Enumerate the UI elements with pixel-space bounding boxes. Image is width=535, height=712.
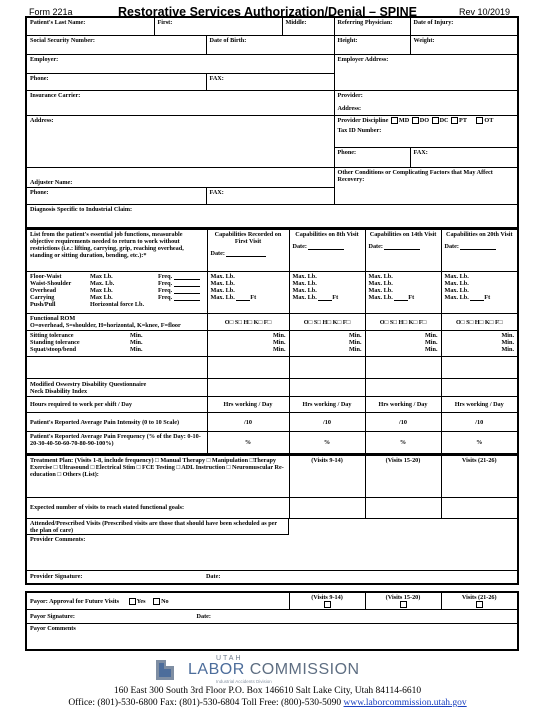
rom-options-14[interactable]: O□ S□ H□ K□ F□: [365, 314, 441, 331]
blank-cell[interactable]: [365, 357, 441, 379]
attended-visits-label: Attended/Prescribed Visits (Prescribed visits are those that should have been scheduled as per the plan of care): [27, 519, 289, 535]
visit-14-lift-cell[interactable]: [365, 272, 441, 314]
hours-20[interactable]: Hrs working / Day: [441, 397, 518, 413]
provider-fax-field[interactable]: FAX:: [410, 147, 518, 167]
max-lb-label: Max. Lb.: [292, 273, 317, 280]
payor-signature-field[interactable]: [26, 610, 518, 624]
capabilities-8-title: Capabilities on 8th Visit: [295, 231, 359, 238]
freq-label[interactable]: Freq.: [158, 273, 200, 280]
functional-rom: [26, 314, 207, 331]
lift-requirements: [26, 272, 207, 314]
other-conditions-field[interactable]: Other Conditions or Complicating Factors that May Affect Recovery:: [334, 167, 518, 204]
height-field[interactable]: Height:: [334, 35, 410, 54]
treatment-visits-15-20[interactable]: (Visits 15-20): [365, 455, 441, 497]
treatment-grid: [25, 455, 519, 586]
tax-id-label: Tax ID Number:: [337, 126, 382, 134]
rom-options-first[interactable]: O□ S□ H□ K□ F□: [207, 314, 289, 331]
oswestry-label: [26, 379, 207, 397]
provider-discipline-label: Provider Discipline: [337, 116, 389, 124]
expected-visits-15-20[interactable]: [365, 497, 441, 518]
payor-visits-9-14-label: (Visits 9-14): [311, 594, 343, 601]
treatment-plan-field[interactable]: Treatment Plan: (Visits 1-8, include frequency) □ Manual Therapy □ Manipulation □Therapy Exercise □ Ultrasound □ Electrical Stim □ FCE Testing □ ADL Instruction □ Neuromuscular Re-education □ Others (List):: [26, 455, 289, 497]
logo-state: UTAH: [216, 655, 243, 662]
job-functions-instructions: List from the patient's essential job functions, measurable objective requirements needed to return to work without restrictions (i.e.: lifting, carrying, grip, reaching overhead, standing or sitting duration, bending, etc.):*: [26, 230, 207, 272]
rom-key: O=overhead, S=shoulder, H=horizontal, K=knee, F=floor: [30, 322, 181, 329]
lift-row-label: Overhead: [30, 287, 57, 294]
min-label: Min.: [130, 332, 143, 339]
treatment-visits-9-14[interactable]: (Visits 9-14): [289, 455, 365, 497]
pain-intensity-20[interactable]: /10: [441, 413, 518, 432]
payor-grid: [25, 591, 519, 651]
pain-frequency-20[interactable]: %: [441, 432, 518, 454]
footer-contact: [0, 698, 535, 708]
payor-visits-21-26[interactable]: [441, 592, 518, 610]
footer-phone-numbers: Office: (801)-530-6800 Fax: (801)-530-6804 Toll Free: (800)-530-5090: [68, 698, 344, 708]
blank-cell[interactable]: [207, 357, 289, 379]
lift-max-label: Max Lb.: [90, 294, 113, 301]
md-checkbox[interactable]: [391, 117, 398, 124]
payor-approval-label: Payor: Approval for Future Visits: [30, 597, 120, 605]
min-label: Min.: [130, 346, 143, 353]
provider-signature-label: Provider Signature:: [30, 573, 83, 581]
blank-cell[interactable]: [441, 357, 518, 379]
authorization-form: [25, 16, 517, 651]
middle-name-field[interactable]: Middle:: [282, 17, 334, 35]
form-number: Form 221a: [29, 7, 73, 17]
tolerance-14[interactable]: Min. Min. Min.: [365, 331, 441, 357]
pain-frequency-first[interactable]: %: [207, 432, 289, 454]
capabilities-20-header: [441, 230, 518, 272]
freq-label[interactable]: Freq.: [158, 287, 200, 294]
max-lb-label: Max. Lb.: [444, 287, 469, 294]
max-lb-label: Max. Lb.: [210, 273, 235, 280]
patient-last-name-field[interactable]: Patient's Last Name:: [26, 17, 154, 35]
logo-name: [188, 661, 360, 679]
max-lb-label: Max. Lb.: [210, 287, 235, 294]
provider-label: Provider:: [337, 91, 363, 99]
payor-approval-field[interactable]: [26, 592, 289, 610]
employer-phone-field[interactable]: Phone:: [26, 73, 206, 90]
tolerance-requirements: [26, 331, 207, 357]
form-grid: [25, 16, 519, 229]
tolerance-label: Standing tolerance: [30, 339, 80, 346]
neck-index-title: Neck Disability Index: [30, 388, 88, 395]
hours-first[interactable]: Hrs working / Day: [207, 397, 289, 413]
payor-signature-label: Payor Signature:: [30, 613, 75, 621]
payor-visits-9-14-checkbox[interactable]: [324, 601, 331, 608]
visit-8-date[interactable]: [293, 243, 362, 250]
capabilities-14-title: Capabilities on 14th Visit: [369, 231, 437, 238]
adjuster-phone-field[interactable]: Phone:: [26, 187, 206, 204]
lift-max-label: Max. Lb.: [90, 280, 115, 287]
date-label: Date:: [368, 243, 383, 250]
dob-field[interactable]: Date of Birth:: [206, 35, 334, 54]
rom-options-20[interactable]: O□ S□ H□ K□ F□: [441, 314, 518, 331]
freq-label[interactable]: Freq.: [158, 294, 200, 301]
capabilities-first-title: Capabilities Recorded on First Visit: [214, 231, 282, 245]
first-name-field[interactable]: [154, 17, 282, 35]
visit-20-date[interactable]: [445, 243, 515, 250]
max-lb-ft: Max. Lb. Ft: [292, 294, 339, 301]
dc-checkbox[interactable]: [432, 117, 439, 124]
employer-field[interactable]: Employer:: [26, 54, 334, 73]
ot-checkbox[interactable]: [476, 117, 483, 124]
oswestry-20[interactable]: [441, 379, 518, 397]
labor-commission-logo: [150, 655, 390, 685]
first-visit-lift-cell[interactable]: [207, 272, 289, 314]
oswestry-14[interactable]: [365, 379, 441, 397]
md-label: MD: [398, 116, 410, 124]
form-title: Restorative Services Authorization/Denial – SPINE: [118, 5, 417, 19]
pt-checkbox[interactable]: [451, 117, 458, 124]
capabilities-20-title: Capabilities on 20th Visit: [445, 231, 513, 238]
visit-20-lift-cell[interactable]: [441, 272, 518, 314]
lift-max-label: Max Lb.: [90, 273, 113, 280]
oswestry-title: Modified Oswestry Disability Questionnaire: [30, 381, 147, 388]
hours-required-label: Hours required to work per shift / Day: [26, 397, 207, 413]
hours-8[interactable]: Hrs working / Day: [289, 397, 365, 413]
pain-frequency-label: Patient's Reported Average Pain Frequency (% of the Day: 0-10-20-30-40-50-60-70-80-90-100%): [26, 432, 207, 454]
max-lb-label: Max. Lb.: [444, 273, 469, 280]
payor-yes-checkbox[interactable]: [129, 598, 136, 605]
visit-8-lift-cell[interactable]: [289, 272, 365, 314]
pain-frequency-8[interactable]: %: [289, 432, 365, 454]
payor-visits-15-20[interactable]: [365, 592, 441, 610]
provider-signature-date-label: Date:: [205, 573, 221, 581]
insurance-address-field[interactable]: Address:: [26, 115, 334, 167]
provider-discipline-field[interactable]: [334, 115, 518, 147]
max-lb-label: Max. Lb.: [292, 287, 317, 294]
do-checkbox[interactable]: [412, 117, 419, 124]
provider-address-label: Address:: [337, 104, 362, 112]
pain-intensity-first[interactable]: /10: [207, 413, 289, 432]
lift-row-label: Waist-Shoulder: [30, 280, 72, 287]
max-lb-label: Max. Lb.: [292, 280, 317, 287]
visit-14-date[interactable]: [369, 243, 438, 250]
capabilities-8-header: [289, 230, 365, 272]
insurance-carrier-field[interactable]: Insurance Carrier:: [26, 90, 334, 115]
provider-block[interactable]: [334, 90, 518, 115]
pain-frequency-14[interactable]: %: [365, 432, 441, 454]
payor-yes-label: Yes: [136, 597, 146, 605]
lift-max-label: Max Lb.: [90, 287, 113, 294]
tolerance-8[interactable]: Min. Min. Min.: [289, 331, 365, 357]
logo-commission: COMMISSION: [244, 661, 360, 678]
payor-no-checkbox[interactable]: [153, 598, 160, 605]
adjuster-name-field[interactable]: Adjuster Name:: [26, 167, 334, 187]
blank-cell[interactable]: [289, 357, 365, 379]
employer-address-field[interactable]: Employer Address:: [334, 54, 518, 90]
expected-visits-field[interactable]: Expected number of visits to reach stated functional goals:: [26, 497, 289, 518]
rom-label: Functional ROM: [30, 315, 76, 322]
expected-visits-21-26[interactable]: [441, 497, 518, 518]
expected-visits-9-14[interactable]: [289, 497, 365, 518]
form-revision: Rev 10/2019: [458, 7, 510, 17]
utah-state-icon: [154, 658, 182, 682]
attended-comments-block[interactable]: [26, 518, 518, 570]
dc-label: DC: [439, 116, 449, 124]
lift-row-label: Carrying: [30, 294, 55, 301]
payor-visits-21-26-checkbox[interactable]: [476, 601, 483, 608]
do-label: DO: [419, 116, 430, 124]
date-label: Date:: [210, 250, 225, 257]
capabilities-first-header: [207, 230, 289, 272]
max-lb-ft: Max. Lb. Ft: [444, 294, 491, 301]
payor-comments-field[interactable]: Payor Comments: [26, 624, 518, 650]
lift-row-label: Push/Pull: [30, 301, 56, 308]
blank-row-label: [26, 357, 207, 379]
max-lb-ft: Max. Lb. Ft: [368, 294, 415, 301]
pt-label: PT: [459, 116, 467, 124]
payor-visits-9-14[interactable]: [289, 592, 365, 610]
max-lb-label: Max. Lb.: [210, 280, 235, 287]
tolerance-first[interactable]: Min. Min. Min.: [207, 331, 289, 357]
lift-row-label: Floor-Waist: [30, 273, 62, 280]
freq-label[interactable]: Freq.: [158, 280, 200, 287]
treatment-visits-21-26[interactable]: Visits (21-26): [441, 455, 518, 497]
capabilities-14-header: [365, 230, 441, 272]
hours-14[interactable]: Hrs working / Day: [365, 397, 441, 413]
ot-label: OT: [484, 116, 494, 124]
tolerance-20[interactable]: Min. Min. Min.: [441, 331, 518, 357]
first-visit-date[interactable]: [211, 250, 286, 257]
capabilities-grid: [25, 229, 519, 455]
payor-visits-15-20-label: (Visits 15-20): [385, 594, 421, 601]
referring-physician-field[interactable]: Referring Physician:: [334, 17, 410, 35]
lift-max-label: Horizontal force Lb.: [90, 301, 145, 308]
logo-division: Industrial Accidents Division: [216, 679, 272, 684]
date-label: Date:: [292, 243, 307, 250]
max-lb-label: Max. Lb.: [368, 280, 393, 287]
provider-comments-label: Provider Comments:: [30, 535, 86, 543]
provider-signature-field[interactable]: [26, 570, 518, 584]
max-lb-ft: Max. Lb. Ft: [210, 294, 257, 301]
payor-no-label: No: [161, 597, 169, 605]
tolerance-label: Sitting tolerance: [30, 332, 74, 339]
diagnosis-field[interactable]: Diagnosis Specific to Industrial Claim:: [26, 204, 518, 228]
adjuster-fax-field[interactable]: FAX:: [206, 187, 334, 204]
max-lb-label: Max. Lb.: [444, 280, 469, 287]
max-lb-label: Max. Lb.: [368, 287, 393, 294]
payor-visits-21-26-label: Visits (21-26): [461, 594, 497, 601]
employer-fax-field[interactable]: FAX:: [206, 73, 334, 90]
ssn-field[interactable]: Social Security Number:: [26, 35, 206, 54]
date-label: Date:: [444, 243, 459, 250]
payor-visits-15-20-checkbox[interactable]: [400, 601, 407, 608]
pain-intensity-label: Patient's Reported Average Pain Intensity (0 to 10 Scale): [26, 413, 207, 432]
weight-field[interactable]: Weight:: [410, 35, 518, 54]
min-label: Min.: [130, 339, 143, 346]
tolerance-label: Squat/stoop/bend: [30, 346, 77, 353]
rom-options-8[interactable]: O□ S□ H□ K□ F□: [289, 314, 365, 331]
date-of-injury-field[interactable]: Date of Injury:: [410, 17, 518, 35]
oswestry-8[interactable]: [289, 379, 365, 397]
payor-signature-date-label: Date:: [196, 613, 211, 621]
pain-intensity-14[interactable]: /10: [365, 413, 441, 432]
logo-labor: LABOR: [188, 661, 245, 678]
footer-website-link[interactable]: www.laborcommission.utah.gov: [343, 698, 467, 708]
first-name-label: First:: [157, 19, 173, 26]
provider-phone-field[interactable]: Phone:: [334, 147, 410, 167]
pain-intensity-8[interactable]: /10: [289, 413, 365, 432]
max-lb-label: Max. Lb.: [368, 273, 393, 280]
footer-address: 160 East 300 South 3rd Floor P.O. Box 146610 Salt Lake City, Utah 84114-6610: [113, 686, 422, 696]
oswestry-first[interactable]: [207, 379, 289, 397]
